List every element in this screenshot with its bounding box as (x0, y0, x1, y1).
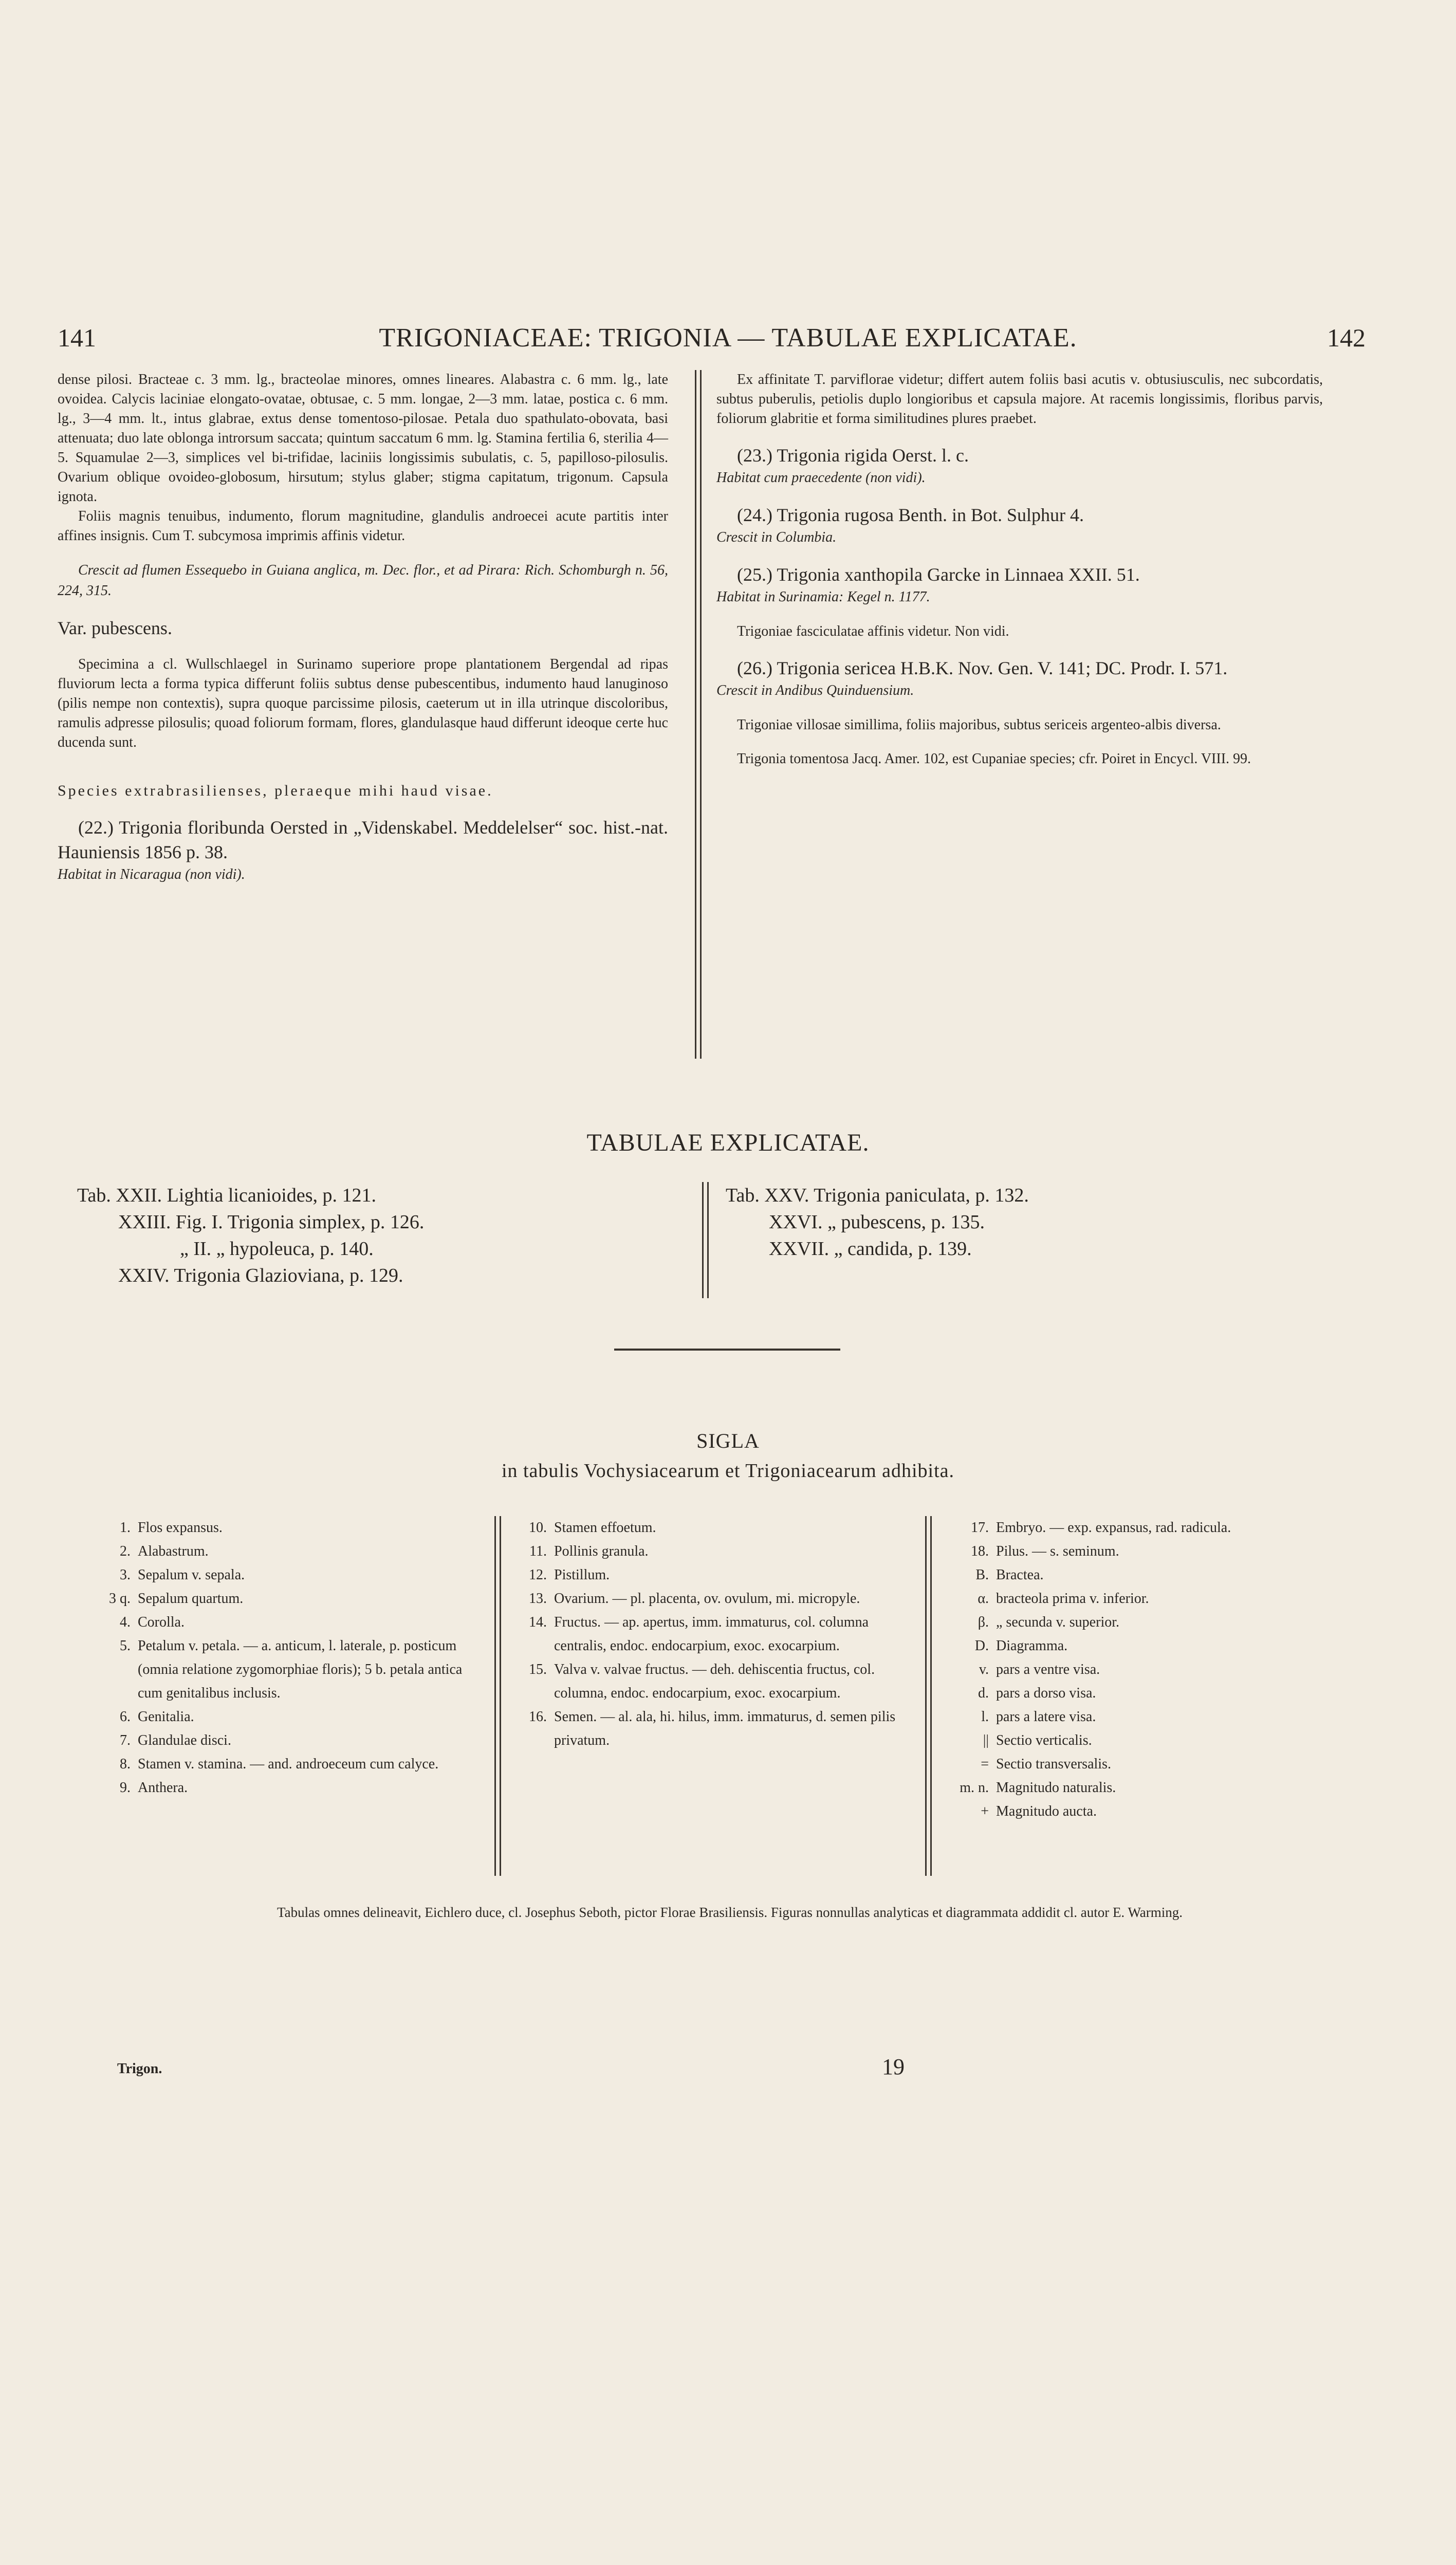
final-note: Trigonia tomentosa Jacq. Amer. 102, est Cupaniae species; cfr. Poiret in Encycl. VIII. 99. (737, 751, 1251, 767)
sigla-row: 3. Sepalum v. sepala. (120, 1567, 245, 1583)
tabula-entry: XXIV. Trigonia Glazioviana, p. 129. (118, 1265, 403, 1286)
sigla-row: α. bracteola prima v. inferior. (978, 1591, 1149, 1607)
sigla-row: 4. Corolla. (120, 1614, 185, 1630)
sigla-row: 10. Stamen effoetum. (529, 1520, 656, 1536)
right-column (716, 370, 1323, 769)
sigla-row: l. pars a latere visa. (981, 1709, 1096, 1725)
sigla-title: SIGLA (696, 1429, 760, 1452)
entry-25: (25.) Trigonia xanthopila Garcke in Linnaea XXII. 51. (737, 564, 1140, 585)
entry-23-habitat: Habitat cum praecedente (non vidi). (716, 470, 926, 486)
sigla-row: m. n. Magnitudo naturalis. (960, 1780, 1116, 1796)
column-divider (695, 370, 696, 1059)
tabulae-divider (702, 1182, 704, 1298)
sigla-column-2 (514, 1516, 905, 1752)
tabulae-list-right (726, 1182, 1029, 1262)
sigla-row: 12. Pistillum. (529, 1567, 610, 1583)
entry-24: (24.) Trigonia rugosa Benth. in Bot. Sulphur 4. (737, 505, 1084, 525)
sigla-divider-2 (925, 1516, 927, 1876)
sigla-row: || Sectio verticalis. (983, 1732, 1092, 1748)
tabula-entry: „ II. „ hypoleuca, p. 140. (180, 1238, 374, 1260)
sheet-number: 19 (882, 2054, 905, 2079)
left-column (58, 370, 668, 885)
left-paragraph-habitat: Crescit ad flumen Essequebo in Guiana anglica, m. Dec. flor., et ad Pirara: Rich. Schomburgh n. 56, 224, 315. (58, 562, 668, 599)
tabula-entry: Tab. XXV. Trigonia paniculata, p. 132. (726, 1185, 1029, 1206)
left-paragraph-variety: Specimina a cl. Wullschlaegel in Surinamo superiore prope plantationem Bergendal ad ripas fluviorum lecta a forma typica differunt foliis subtus dense pubescentibus, indumento haud lanuginoso (pilis nempe non contextis), supra quoque parcissime pilosis, caeterum ut in illa utrinque discoloribus, ramulis adpresse pilosulis; quoad foliorum formam, flores, glandulasque haud differunt ideoque certe huc ducenda sunt. (58, 656, 668, 750)
sigla-row: 5. Petalum v. petala. — a. anticum, l. laterale, p. posticum (omnia relatione zygomorphiae floris); 5 b. petala antica cum genitalibus inclusis. (120, 1638, 463, 1701)
sigla-row: 18. Pilus. — s. seminum. (971, 1543, 1119, 1559)
sigla-row: 1. Flos expansus. (120, 1520, 223, 1536)
sigla-row: = Sectio transversalis. (981, 1756, 1111, 1772)
tabulae-divider-double (707, 1182, 709, 1298)
sigla-column-1 (98, 1516, 473, 1800)
sigla-row: 2. Alabastrum. (120, 1543, 209, 1559)
credits-note: Tabulas omnes delineavit, Eichlero duce, cl. Josephus Seboth, pictor Florae Brasiliensis. Figuras nonnullas analyticas et diagrammata addidit cl. autor E. Warming. (277, 1905, 1183, 1920)
variety-heading: Var. pubescens. (58, 618, 172, 638)
tabulae-list-left (77, 1182, 424, 1289)
sigla-row: 8. Stamen v. stamina. — and. androeceum cum calyce. (120, 1756, 439, 1772)
sigla-row: 3 q. Sepalum quartum. (109, 1591, 244, 1607)
entry-24-habitat: Crescit in Columbia. (716, 529, 837, 545)
entry-25-habitat: Habitat in Surinamia: Kegel n. 1177. (716, 589, 930, 605)
right-paragraph-affinity: Ex affinitate T. parviflorae videtur; differt autem foliis basi acutis v. obtusiusculis, nec subcordatis, subtus puberulis, petiolis duplo longioribus et capsula majore. At racemis longissimis, floribus parvis, foliorum glabritie et forma similitudines plures praebet. (716, 372, 1323, 427)
entry-26-note: Trigoniae villosae simillima, foliis majoribus, subtus sericeis argenteo-albis diversa. (737, 717, 1221, 733)
entry-25-note: Trigoniae fasciculatae affinis videtur. Non vidi. (737, 623, 1009, 639)
sigla-divider-1-double (500, 1516, 501, 1876)
sigla-divider-1 (494, 1516, 496, 1876)
tabula-entry: XXVII. „ candida, p. 139. (769, 1238, 972, 1260)
entry-23: (23.) Trigonia rigida Oerst. l. c. (737, 445, 969, 466)
page-number-left: 141 (58, 323, 96, 352)
sigla-row: 13. Ovarium. — pl. placenta, ov. ovulum, mi. micropyle. (529, 1591, 860, 1607)
tabulae-title: TABULAE EXPLICATAE. (586, 1129, 870, 1156)
section-separator (614, 1349, 840, 1351)
sigla-row: 15. Valva v. valvae fructus. — deh. dehiscentia fructus, col. columna, endoc. endocarpium, exoc. exocarpium. (529, 1662, 875, 1701)
sigla-row: β. „ secunda v. superior. (978, 1614, 1119, 1630)
sigla-row: 17. Embryo. — exp. expansus, rad. radicula. (971, 1520, 1231, 1536)
sigla-row: 6. Genitalia. (120, 1709, 194, 1725)
sigla-divider-2-double (930, 1516, 932, 1876)
page-number-right: 142 (1327, 323, 1366, 352)
running-title: TRIGONIACEAE: TRIGONIA — TABULAE EXPLICATAE. (379, 323, 1077, 353)
sigla-row: + Magnitudo aucta. (981, 1803, 1097, 1819)
sigla-row: 16. Semen. — al. ala, hi. hilus, imm. immaturus, d. semen pilis privatum. (529, 1709, 896, 1748)
entry-26: (26.) Trigonia sericea H.B.K. Nov. Gen. V. 141; DC. Prodr. I. 571. (737, 658, 1228, 678)
tabula-entry: XXVI. „ pubescens, p. 135. (769, 1211, 985, 1233)
sigla-subtitle: in tabulis Vochysiacearum et Trigoniacearum adhibita. (501, 1460, 955, 1482)
column-divider-double (700, 370, 702, 1059)
signature-mark: Trigon. (117, 2061, 162, 2077)
tabula-entry: XXIII. Fig. I. Trigonia simplex, p. 126. (118, 1211, 425, 1233)
left-paragraph-description: dense pilosi. Bracteae c. 3 mm. lg., bracteolae minores, omnes lineares. Alabastra c. 6 mm. lg., late ovoidea. Calycis laciniae elongato-ovatae, obtusae, c. 5 mm. longae, 2—3 mm. latae, postica c. 6 mm. lg., 3—4 mm. lt., intus glabrae, extus dense tomentoso-pilosae. Petala duo spathulato-obovata, basi attenuata; duo late oblonga introrsum saccata; quintum saccatum 6 mm. lg. Stamina fertilia 6, sterilia 4—5. Squamulae 2—3, simplices vel bi-trifidae, laciniis longissimis subulatis, c. 5, papilloso-pilosulis. Ovarium oblique ovoideo-globosum, hirsutum; stylus glaber; stigma capitatum, trigonum. Capsula ignota. (58, 372, 668, 505)
sigla-row: d. pars a dorso visa. (978, 1685, 1096, 1701)
species-extrabrasilienses-heading: Species extrabrasilienses, pleraeque mihi haud visae. (58, 782, 493, 799)
entry-26-habitat: Crescit in Andibus Quinduensium. (716, 682, 914, 698)
sigla-column-3 (946, 1516, 1347, 1823)
sigla-row: v. pars a ventre visa. (979, 1662, 1100, 1677)
sigla-row: D. Diagramma. (974, 1638, 1068, 1654)
entry-22: (22.) Trigonia floribunda Oersted in „Videnskabel. Meddelelser“ soc. hist.-nat. Hauniensis 1856 p. 38. (58, 817, 668, 862)
sigla-row: B. Bractea. (975, 1567, 1044, 1583)
sigla-row: 14. Fructus. — ap. apertus, imm. immaturus, col. columna centralis, endoc. endocarpium, exoc. exocarpium. (529, 1614, 869, 1654)
sigla-row: 9. Anthera. (120, 1780, 188, 1796)
entry-22-habitat: Habitat in Nicaragua (non vidi). (58, 866, 245, 882)
sigla-row: 7. Glandulae disci. (120, 1732, 231, 1748)
tabula-entry: Tab. XXII. Lightia licanioides, p. 121. (77, 1185, 376, 1206)
sigla-row: 11. Pollinis granula. (529, 1543, 649, 1559)
left-paragraph-affinity: Foliis magnis tenuibus, indumento, florum magnitudine, glandulis androecei acute partitis inter affines insignis. Cum T. subcymosa imprimis affinis videtur. (58, 508, 668, 544)
